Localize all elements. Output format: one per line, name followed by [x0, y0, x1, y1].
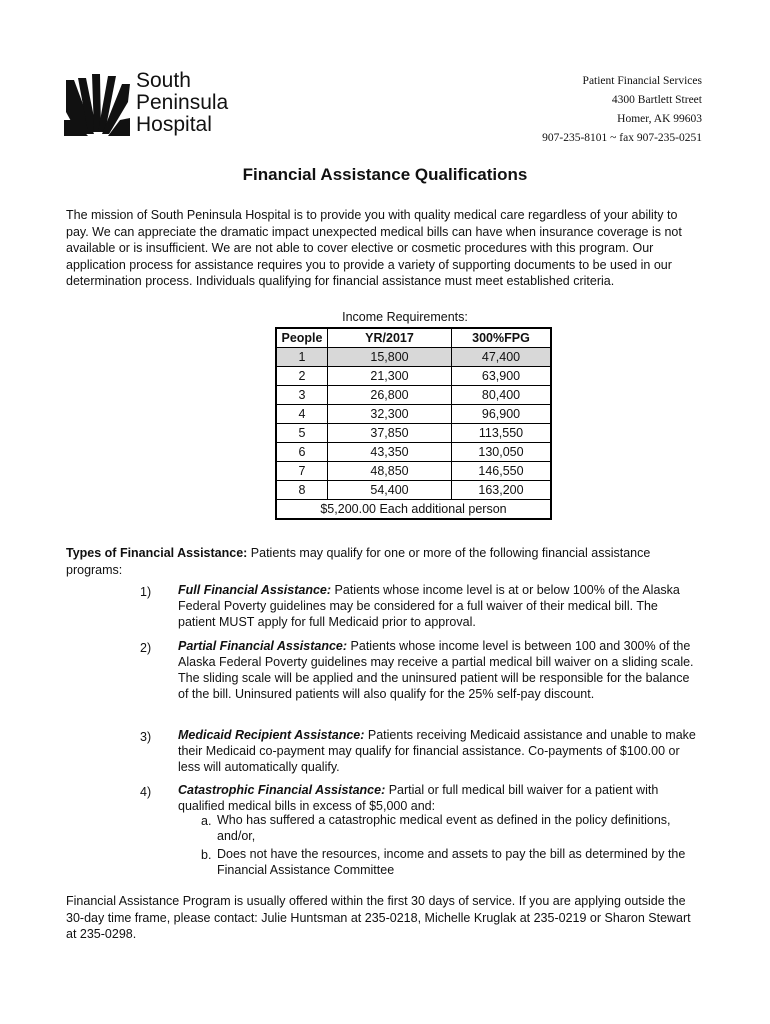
table-cell: 63,900 — [452, 367, 552, 386]
table-row — [276, 405, 551, 424]
sub-item-letter: b. — [201, 848, 212, 862]
table-row — [276, 481, 551, 500]
hospital-logo — [64, 70, 244, 140]
table-cell: 32,300 — [328, 405, 452, 424]
table-cell: 113,550 — [452, 424, 552, 443]
logo-line: Hospital — [136, 113, 212, 136]
address-line: 4300 Bartlett Street — [611, 94, 702, 106]
item-title: Catastrophic Financial Assistance: — [178, 783, 386, 797]
table-cell: 4 — [276, 405, 328, 424]
table-cell: 96,900 — [452, 405, 552, 424]
table-cell: 5 — [276, 424, 328, 443]
table-row — [276, 348, 551, 367]
item-text: Patients receiving Medicaid assistance and unable to make their Medicaid co-payment may qualify for financial assistance. Co-payments of $100.00 or less will automatically qualify. — [178, 728, 696, 774]
logo-line: Peninsula — [136, 91, 229, 114]
table-cell: 1 — [276, 348, 328, 367]
item-body — [178, 782, 698, 814]
sub-item-text: Does not have the resources, income and assets to pay the bill as determined by the Financial Assistance Committee — [217, 847, 686, 877]
table-cell: 47,400 — [452, 348, 552, 367]
table-row — [276, 443, 551, 462]
item-number: 2) — [140, 641, 152, 655]
table-footer-cell: $5,200.00 Each additional person — [276, 500, 551, 520]
table-cell: 37,850 — [328, 424, 452, 443]
table-row — [276, 367, 551, 386]
item-text: Patients whose income level is at or below 100% of the Alaska Federal Poverty guidelines may be considered for a full waiver of their medical bill. The patient MUST apply for full Medicaid prior to approval. — [178, 583, 680, 629]
table-cell: 146,550 — [452, 462, 552, 481]
address-line: Patient Financial Services — [582, 75, 702, 87]
item-number: 1) — [140, 585, 152, 599]
types-text: Patients may qualify for one or more of the following financial assistance programs: — [66, 546, 651, 577]
item-number: 3) — [140, 730, 152, 744]
table-cell: 163,200 — [452, 481, 552, 500]
column-header: YR/2017 — [328, 328, 452, 348]
logo-text — [136, 70, 228, 136]
item-text: Patients whose income level is between 100 and 300% of the Alaska Federal Poverty guidelines may receive a partial medical bill waiver on a sliding scale. The sliding scale will be applied and the uninsured patient will be responsible for the balance of the bill. Uninsured patients will also qualify for the 25% self-pay discount. — [178, 639, 694, 701]
item-body — [178, 727, 698, 775]
table-footer-row — [276, 500, 551, 520]
table-cell: 6 — [276, 443, 328, 462]
income-caption: Income Requirements: — [342, 310, 468, 324]
table-cell: 2 — [276, 367, 328, 386]
table-row — [276, 424, 551, 443]
table-cell: 21,300 — [328, 367, 452, 386]
sunburst-logo-icon — [64, 74, 130, 136]
table-cell: 26,800 — [328, 386, 452, 405]
column-header: People — [276, 328, 328, 348]
sub-item-text: Who has suffered a catastrophic medical event as defined in the policy definitions, and/or, — [217, 813, 671, 843]
address-block — [542, 72, 702, 148]
page-title: Financial Assistance Qualifications — [242, 165, 528, 184]
table-cell: 80,400 — [452, 386, 552, 405]
logo-line: South — [136, 69, 191, 92]
table-header-row — [276, 328, 551, 348]
table-cell: 15,800 — [328, 348, 452, 367]
income-table — [275, 327, 552, 520]
sub-item-letter: a. — [201, 814, 212, 828]
mission-paragraph: The mission of South Peninsula Hospital is to provide you with quality medical care regardless of your ability to pay. We can appreciate the dramatic impact unexpected medical bills can have when insurance coverage is not available or is insufficient. We are not able to cover elective or cosmetic procedures with this program. Our application process for assistance requires you to provide a variety of supporting documents to be used in our determination process. Individuals qualifying for financial assistance must meet established criteria. — [66, 208, 682, 288]
types-intro — [66, 545, 706, 578]
table-row — [276, 386, 551, 405]
types-label: Types of Financial Assistance: — [66, 546, 248, 560]
table-cell: 54,400 — [328, 481, 452, 500]
item-title: Full Financial Assistance: — [178, 583, 332, 597]
table-cell: 48,850 — [328, 462, 452, 481]
table-cell: 43,350 — [328, 443, 452, 462]
table-cell: 7 — [276, 462, 328, 481]
item-body — [178, 582, 698, 630]
footer-paragraph: Financial Assistance Program is usually offered within the first 30 days of service. If you are applying outside the 30-day time frame, please contact: Julie Huntsman at 235-0218, Michelle Kruglak at 235-0219 or Sharon Stewart at 235-0298. — [66, 894, 691, 941]
item-number: 4) — [140, 785, 152, 799]
item-title: Partial Financial Assistance: — [178, 639, 348, 653]
address-line: 907-235-8101 ~ fax 907-235-0251 — [542, 132, 702, 144]
table-row — [276, 462, 551, 481]
item-text: Partial or full medical bill waiver for a patient with qualified medical bills in excess of $5,000 and: — [178, 783, 659, 813]
table-cell: 8 — [276, 481, 328, 500]
table-cell: 130,050 — [452, 443, 552, 462]
table-cell: 3 — [276, 386, 328, 405]
address-line: Homer, AK 99603 — [617, 113, 702, 125]
item-title: Medicaid Recipient Assistance: — [178, 728, 365, 742]
item-body — [178, 638, 698, 702]
column-header: 300%FPG — [452, 328, 552, 348]
